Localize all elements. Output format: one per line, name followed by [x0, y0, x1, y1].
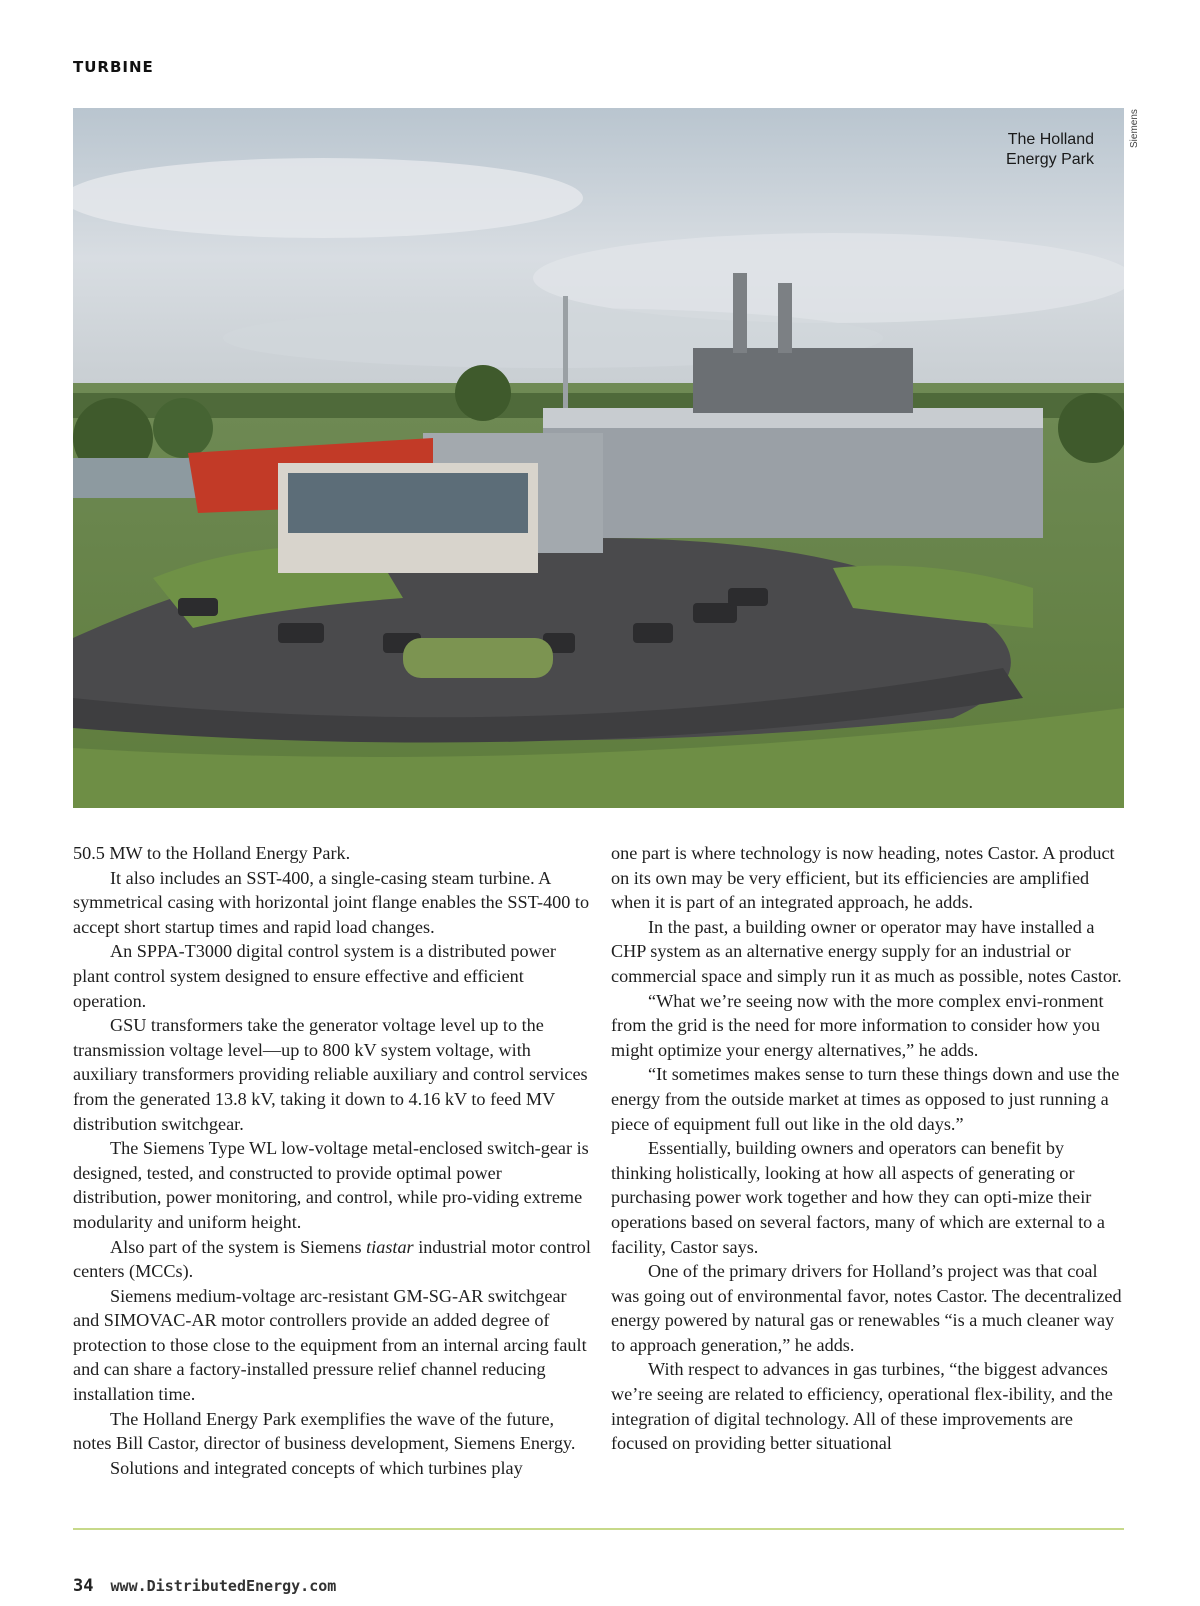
body-paragraph: 50.5 MW to the Holland Energy Park. [73, 843, 351, 863]
body-paragraph: In the past, a building owner or operator may have installed a CHP system as an alternative energy supply for an industrial or commercial space and simply run it as much as possible, notes Castor. [611, 916, 1122, 986]
body-paragraph: An SPPA-T3000 digital control system is a distributed power plant control system designed to ensure effective and efficient operation. [73, 941, 556, 1011]
photo-credit: Siemens [1129, 109, 1140, 148]
body-paragraph: one part is where technology is now heading, notes Castor. A product on its own may be very efficient, but its efficiencies are amplified when it is part of an integrated approach, he adds. [611, 843, 1115, 913]
body-paragraph [73, 1235, 593, 1284]
body-paragraph: The Siemens Type WL low-voltage metal-enclosed switch-gear is designed, tested, and constructed to provide optimal power distribution, power monitoring, and control, while pro-viding extreme modularity and uniform height. [73, 1138, 589, 1232]
body-paragraph: “It sometimes makes sense to turn these things down and use the energy from the outside market at times as opposed to just running a piece of equipment full out like in the old days.” [611, 1064, 1120, 1134]
footer [73, 1576, 336, 1596]
plant-illustration [73, 108, 1124, 808]
body-paragraph: “What we’re seeing now with the more complex envi-ronment from the grid is the need for more information to consider how you might optimize your energy alternatives,” he adds. [611, 990, 1104, 1060]
right-column [611, 841, 1129, 1456]
product-name-italic: tiastar [366, 1236, 414, 1257]
left-column [73, 841, 593, 1480]
body-paragraph: GSU transformers take the generator voltage level up to the transmission voltage level—up to 800 kV system voltage, with auxiliary transformers providing reliable auxiliary and control services from the generated 13.8 kV, taking it down to 4.16 kV to feed MV distribution switchgear. [73, 1015, 588, 1134]
body-paragraph: One of the primary drivers for Holland’s project was that coal was going out of environmental favor, notes Castor. The decentralized energy powered by natural gas or renewables “is a much cleaner way to approach generation,” he adds. [611, 1261, 1122, 1355]
page-number: 34 [73, 1576, 94, 1596]
section-label: TURBINE [73, 58, 154, 76]
footer-rule [73, 1528, 1124, 1530]
body-paragraph: Siemens medium-voltage arc-resistant GM-SG-AR switchgear and SIMOVAC-AR motor controllers provide an added degree of protection to those close to the equipment from an internal arcing fault and can share a factory-installed pressure relief channel reducing installation time. [73, 1285, 587, 1405]
caption-line-1: The Holland [1007, 131, 1094, 148]
website-link[interactable]: www.DistributedEnergy.com [110, 1577, 337, 1595]
body-paragraph: With respect to advances in gas turbines, “the biggest advances we’re seeing are related to efficiency, operational flex-ibility, and the integration of digital technology. All of these improvements are focused on providing better situational [611, 1359, 1113, 1454]
photo-caption [1006, 130, 1094, 170]
paragraph-text: Also part of the system is Siemens [110, 1236, 367, 1257]
body-paragraph: The Holland Energy Park exemplifies the wave of the future, notes Bill Castor, director of business development, Siemens Energy. [73, 1408, 576, 1454]
holland-energy-park-photo [73, 108, 1124, 808]
body-paragraph: It also includes an SST-400, a single-casing steam turbine. A symmetrical casing with horizontal joint flange enables the SST-400 to accept short startup times and rapid load changes. [73, 867, 590, 937]
paragraph-text: industrial motor control centers (MCCs). [73, 1236, 591, 1282]
body-paragraph: Essentially, building owners and operators can benefit by thinking holistically, looking at how all aspects of generating or purchasing power work together and how they can opti-mize their operations based on several factors, many of which are external to a facility, Castor says. [611, 1138, 1105, 1257]
caption-line-2: Energy Park [1005, 151, 1094, 168]
body-paragraph: Solutions and integrated concepts of which turbines play [110, 1457, 523, 1478]
